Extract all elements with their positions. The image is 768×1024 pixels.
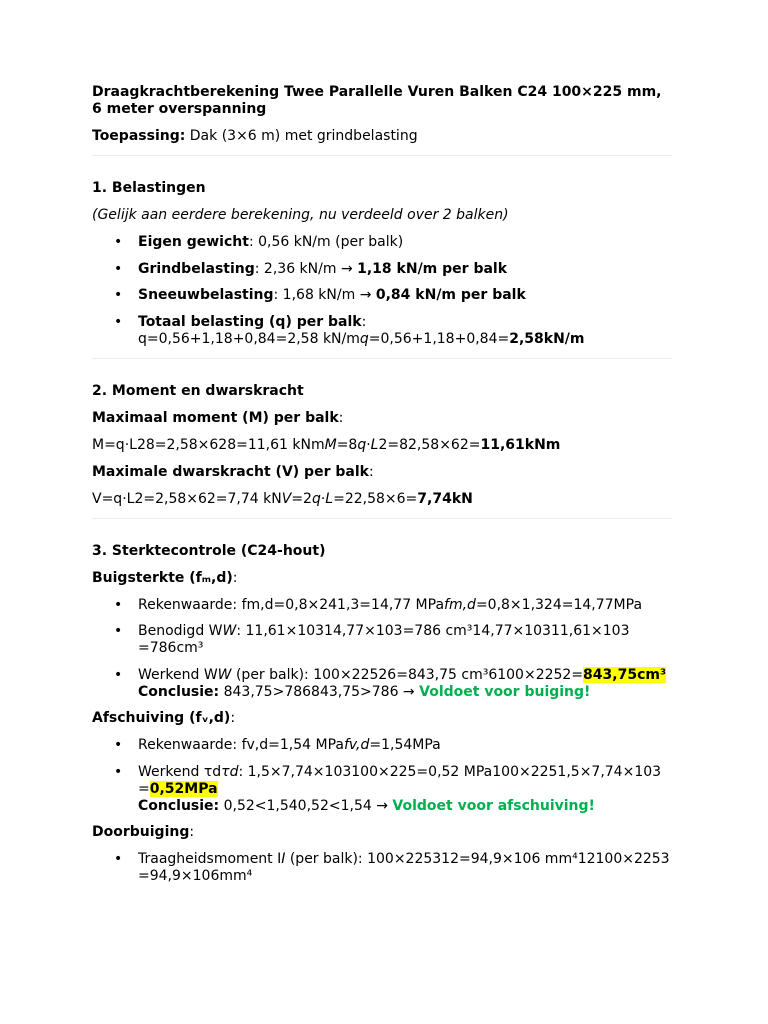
- formula-text: =94,9×106mm⁴: [138, 868, 253, 884]
- formula-text: : 11,61×10314,77×103=786 cm³14,77×10311,61×103: [236, 623, 630, 639]
- formula-symbol: W: [217, 666, 232, 683]
- list-item-provided-section-modulus: [138, 667, 672, 701]
- deflection-label-line: [92, 824, 672, 841]
- formula-text: =8: [336, 436, 358, 453]
- conclusion-verdict: Voldoet voor buiging!: [419, 683, 591, 700]
- formula-text: =786cm³: [138, 640, 204, 656]
- shear-check-label: Afschuiving (fᵥ,d): [92, 710, 231, 726]
- list-item-provided-shear-stress: [138, 764, 672, 815]
- list-item-self-weight: [138, 234, 672, 251]
- moment-formula: [92, 437, 672, 454]
- formula-text: Werkend τd: [138, 763, 222, 780]
- list-item-line: [138, 640, 672, 657]
- load-label: Totaal belasting (q) per balk: [138, 313, 362, 330]
- formula-symbol: L: [325, 490, 334, 507]
- conclusion-label: Conclusie:: [138, 683, 220, 700]
- list-item-bending-design-value: [138, 597, 672, 614]
- formula-text: ·: [320, 490, 326, 507]
- section-divider: [92, 155, 672, 156]
- formula-text: Rekenwaarde: fm,d=0,8×241,3=14,77 MPa: [138, 596, 445, 613]
- loads-note: (Gelijk aan eerdere berekening, nu verdeeld over 2 balken): [92, 207, 509, 223]
- shear-force-label-line: [92, 464, 672, 481]
- conclusion-text: 0,52<1,540,52<1,54 →: [219, 797, 393, 814]
- load-label: Grindbelasting: [138, 260, 255, 277]
- formula-result: 7,74kN: [417, 490, 473, 507]
- total-load-formula: [138, 331, 672, 348]
- formula-text: Benodigd W: [138, 623, 223, 639]
- document-page: [92, 84, 672, 895]
- conclusion-text: 843,75>786843,75>786 →: [219, 683, 420, 700]
- list-item-line: [138, 597, 672, 614]
- load-label: Sneeuwbelasting: [138, 287, 274, 303]
- list-item-moment-of-inertia: [138, 851, 672, 885]
- formula-text: =0,56+1,18+0,84=: [368, 330, 510, 347]
- bending-label-line: [92, 570, 672, 587]
- moment-label: Maximaal moment (M) per balk: [92, 409, 339, 426]
- formula-result: 11,61kNm: [480, 436, 561, 453]
- load-label: Eigen gewicht: [138, 234, 249, 250]
- section-heading-strength: 3. Sterktecontrole (C24-hout): [92, 542, 326, 559]
- shear-check-colon: :: [230, 710, 236, 726]
- formula-text: =2: [291, 490, 312, 507]
- formula-symbol: W: [222, 623, 237, 639]
- load-text: : 2,36 kN/m →: [254, 260, 358, 277]
- formula-result: 2,58kN/m: [509, 330, 585, 347]
- list-item-required-section-modulus: [138, 623, 672, 657]
- list-item-total-load: [138, 314, 672, 348]
- list-item-line: [138, 851, 672, 868]
- bending-colon: :: [232, 569, 238, 586]
- deflection-label: Doorbuiging: [92, 824, 190, 840]
- application-line: [92, 128, 672, 145]
- list-item-line: [138, 868, 672, 885]
- conclusion-label: Conclusie:: [138, 797, 220, 814]
- formula-symbol: q: [359, 330, 369, 347]
- list-item-line: [138, 261, 672, 278]
- highlighted-result: 0,52MPa: [149, 780, 218, 797]
- formula-text: Werkend W: [138, 666, 218, 683]
- load-text: : 0,56 kN/m (per balk): [248, 234, 404, 250]
- shear-check-label-line: [92, 710, 672, 727]
- shear-force-formula: [92, 491, 672, 508]
- moment-colon: :: [338, 409, 344, 426]
- conclusion-line: [138, 684, 672, 701]
- section-divider: [92, 518, 672, 519]
- formula-symbol: τd: [221, 763, 239, 780]
- bending-label: Buigsterkte (fₘ,d): [92, 569, 233, 586]
- application-text: Dak (3×6 m) met grindbelasting: [185, 128, 418, 144]
- formula-text: =: [138, 780, 150, 797]
- formula-symbol: fv,d: [343, 737, 370, 753]
- formula-text: =1,54MPa: [369, 737, 441, 753]
- load-result: 1,18 kN/m per balk: [357, 260, 508, 277]
- formula-symbol: V: [281, 490, 292, 507]
- formula-text: (per balk): 100×225312=94,9×106 mm⁴12100×2253: [285, 851, 670, 867]
- shear-list: [92, 737, 672, 815]
- formula-symbol: L: [370, 436, 379, 453]
- formula-text: Traagheidsmoment I: [138, 851, 282, 867]
- deflection-list: [92, 851, 672, 885]
- formula-text: =22,58×6=: [333, 490, 418, 507]
- load-colon: :: [361, 313, 367, 330]
- loads-list: [92, 234, 672, 348]
- formula-symbol: q: [311, 490, 321, 507]
- application-label: Toepassing:: [92, 128, 186, 144]
- list-item-line: [138, 667, 672, 684]
- list-item-line: [138, 234, 672, 251]
- formula-symbol: M: [324, 436, 337, 453]
- conclusion-line: [138, 798, 672, 815]
- formula-text: : 1,5×7,74×103100×225=0,52 MPa100×2251,5×7,74×103: [238, 763, 662, 780]
- formula-symbol: I: [281, 851, 286, 867]
- moment-label-line: [92, 410, 672, 427]
- list-item-line: [138, 623, 672, 640]
- formula-text: 2=82,58×62=: [378, 436, 481, 453]
- list-item-gravel-load: [138, 261, 672, 278]
- formula-text: Rekenwaarde: fv,d=1,54 MPa: [138, 737, 344, 753]
- highlighted-result: 843,75cm³: [583, 666, 667, 683]
- list-item-line: [138, 287, 672, 304]
- bending-list: [92, 597, 672, 701]
- formula-symbol: q: [357, 436, 367, 453]
- formula-text: (per balk): 100×22526=843,75 cm³6100×2252=: [231, 666, 584, 683]
- list-item-snow-load: [138, 287, 672, 304]
- load-result: 0,84 kN/m per balk: [375, 287, 526, 303]
- conclusion-verdict: Voldoet voor afschuiving!: [392, 797, 595, 814]
- formula-text: V=q·L2=2,58×62=7,74 kN: [92, 490, 282, 507]
- formula-text: q=0,56+1,18+0,84=2,58 kN/m: [138, 330, 360, 347]
- formula-text: =0,8×1,324=14,77MPa: [475, 596, 643, 613]
- shear-force-label: Maximale dwarskracht (V) per balk: [92, 463, 369, 480]
- list-item-line: [138, 314, 672, 331]
- list-item-shear-design-value: [138, 737, 672, 754]
- list-item-line: [138, 737, 672, 754]
- list-item-line: [138, 781, 672, 798]
- section-heading-loads: 1. Belastingen: [92, 180, 206, 196]
- list-item-line: [138, 764, 672, 781]
- document-title: Draagkrachtberekening Twee Parallelle Vuren Balken C24 100×225 mm, 6 meter overspanning: [92, 84, 662, 117]
- formula-text: ·: [366, 436, 371, 453]
- formula-text: M=q·L28=2,58×628=11,61 kNm: [92, 436, 325, 453]
- shear-force-colon: :: [368, 463, 374, 480]
- section-heading-forces: 2. Moment en dwarskracht: [92, 382, 304, 399]
- formula-symbol: fm,d: [444, 596, 476, 613]
- section-divider: [92, 358, 672, 359]
- load-text: : 1,68 kN/m →: [273, 287, 376, 303]
- deflection-colon: :: [189, 824, 195, 840]
